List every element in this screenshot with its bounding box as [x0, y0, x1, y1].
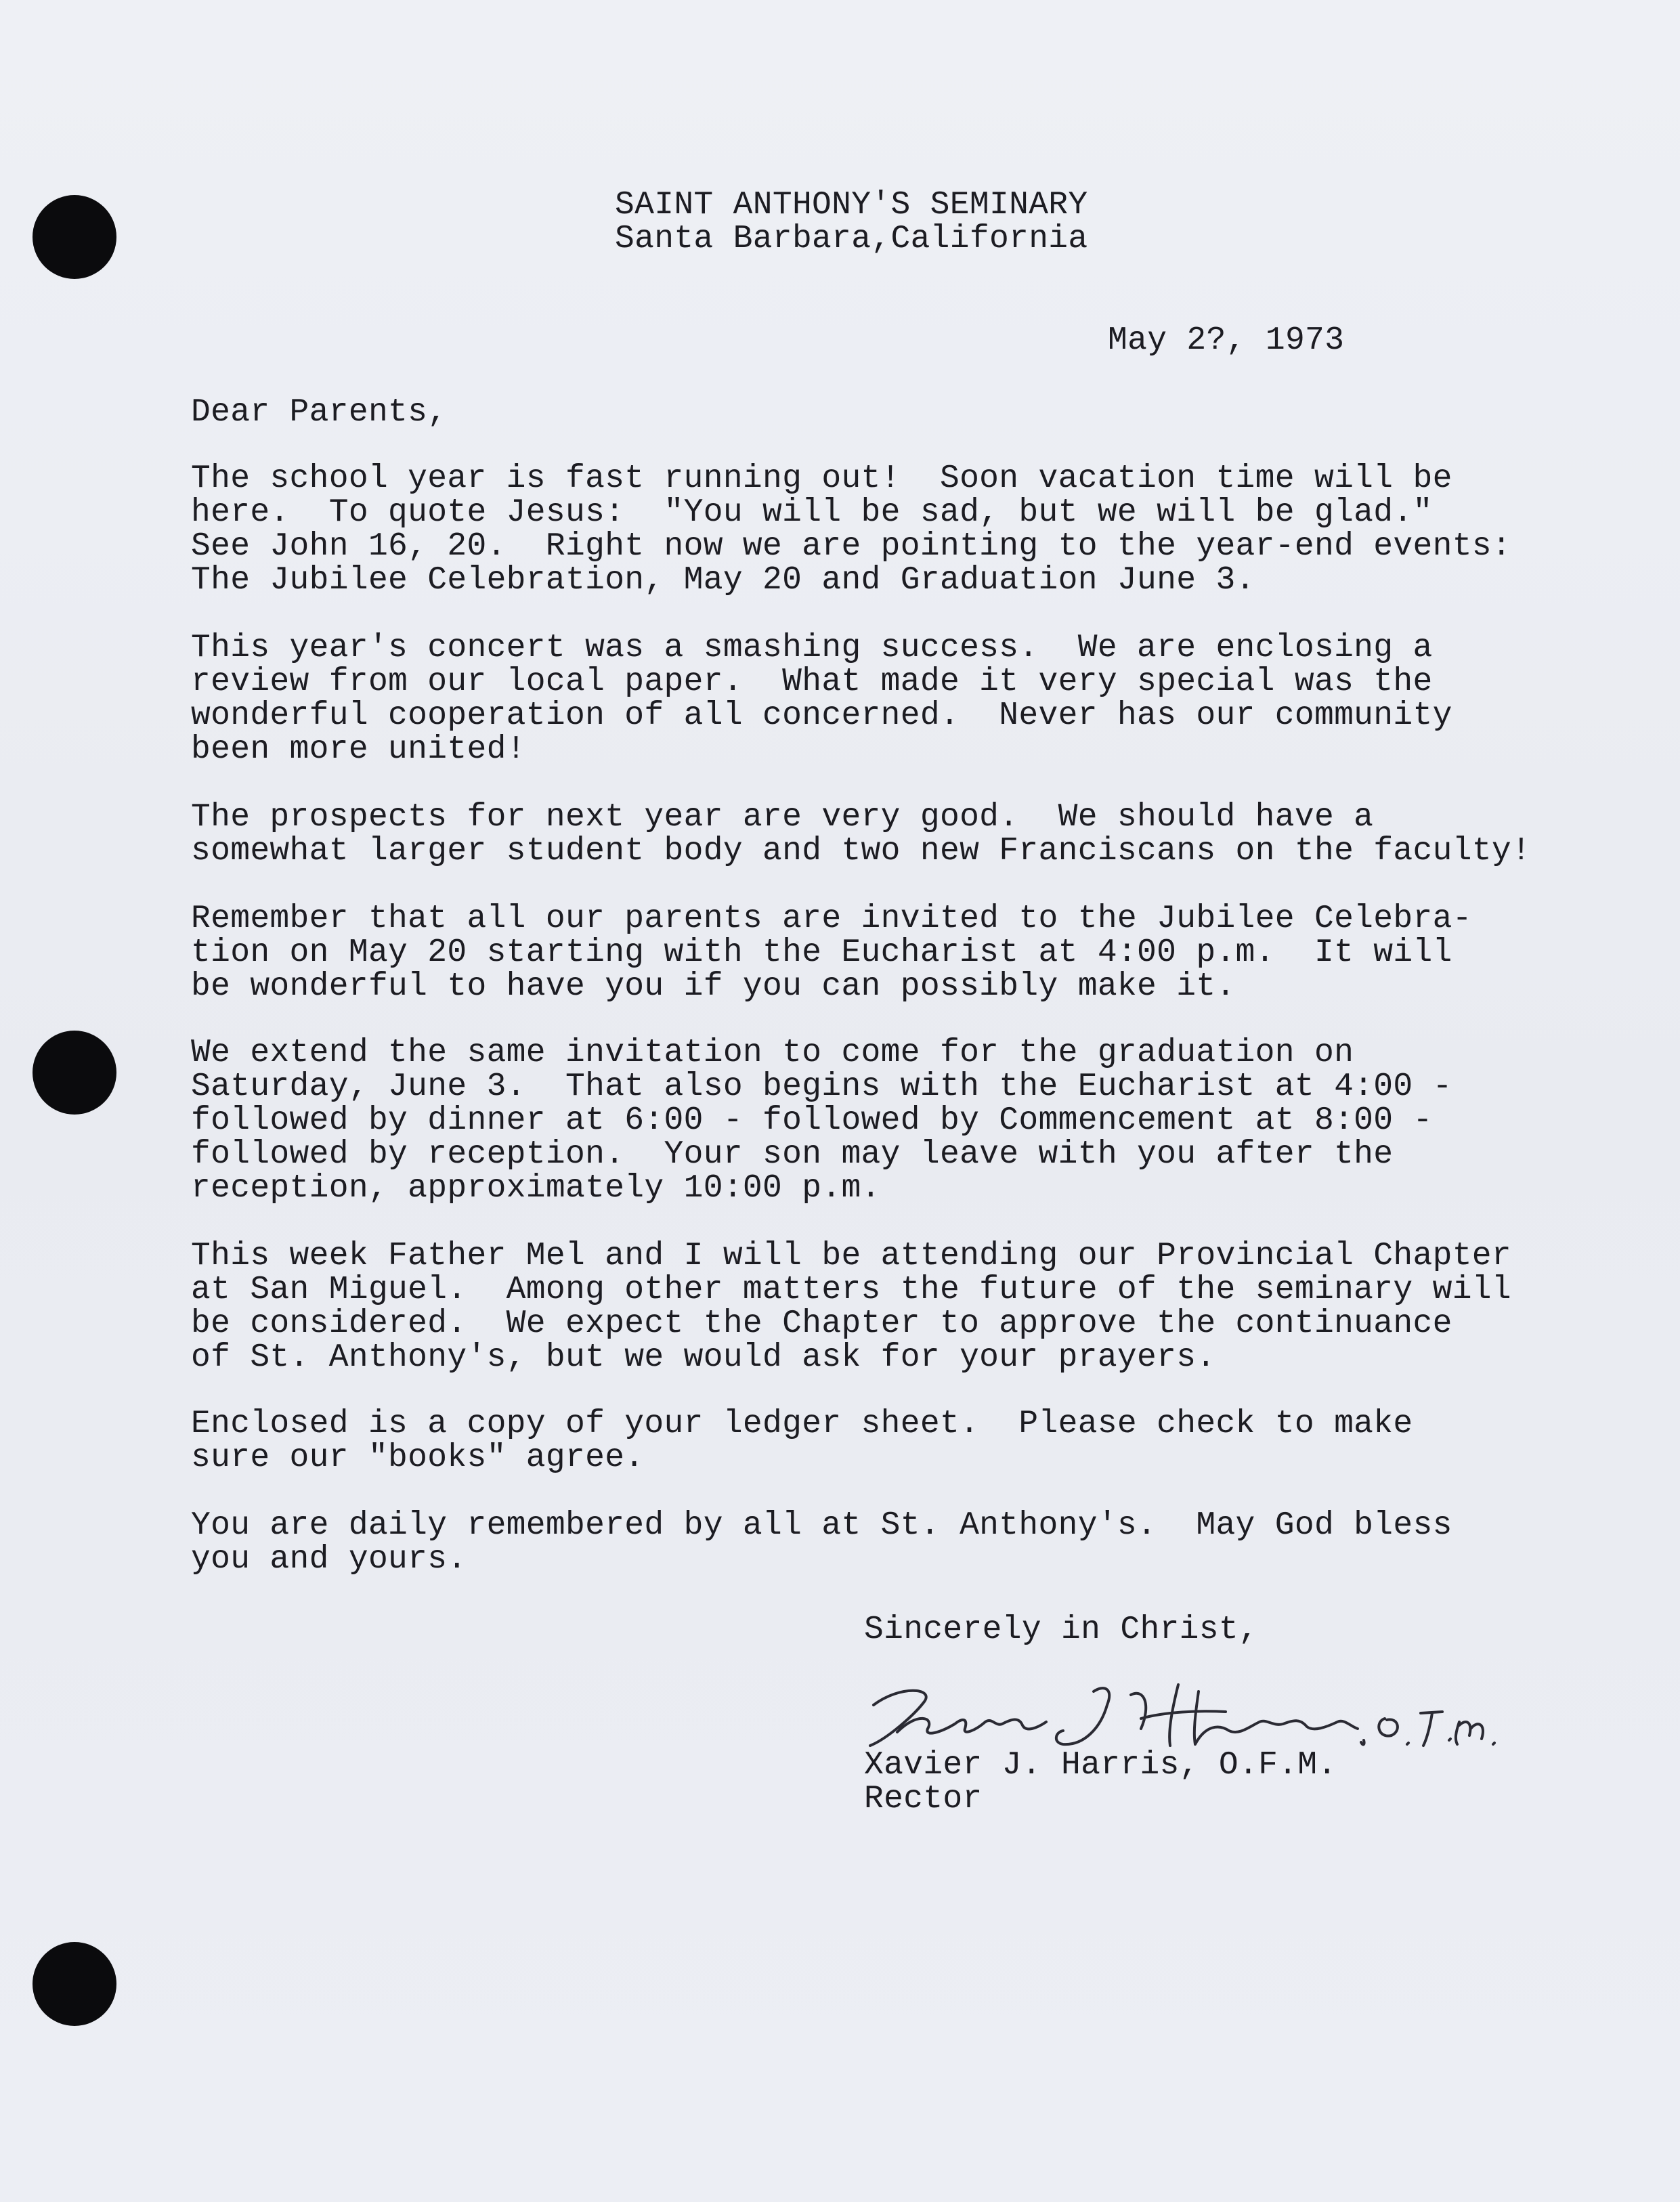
paragraph-blessing: You are daily remembered by all at St. Anthony's. May God bless you and yours. — [191, 1507, 1452, 1578]
letterhead-name: SAINT ANTHONY'S SEMINARY — [615, 187, 1088, 223]
letterhead — [615, 188, 1088, 256]
punch-hole-middle — [33, 1031, 116, 1115]
salutation: Dear Parents, — [191, 394, 448, 431]
signer-name: Xavier J. Harris, O.F.M. — [864, 1747, 1337, 1784]
closing: Sincerely in Christ, — [864, 1612, 1259, 1648]
paragraph-jubilee: Remember that all our parents are invited to the Jubilee Celebra- tion on May 20 starting with the Eucharist at 4:00 p.m. It will be wonderful to have you if you can possibly make it. — [191, 901, 1472, 1005]
paragraph-prospects: The prospects for next year are very good. We should have a somewhat larger student body and two new Franciscans on the faculty! — [191, 799, 1532, 869]
signer-title: Rector — [864, 1781, 983, 1817]
punch-hole-top — [33, 195, 116, 279]
letterhead-location: Santa Barbara,California — [615, 221, 1088, 257]
punch-hole-bottom — [33, 1942, 116, 2026]
paragraph-school-year: The school year is fast running out! Soon vacation time will be here. To quote Jesus: "You will be sad, but we will be glad." See John 16, 20. Right now we are pointing to the year-end events: The Jubilee Celebration, May 20 and Graduation June 3. — [191, 460, 1512, 599]
paragraph-graduation: We extend the same invitation to come for the graduation on Saturday, June 3. That also begins with the Eucharist at 4:00 - followed by dinner at 6:00 - followed by Commencement at 8:00 - followed by reception. Your son may leave with you after the reception, approximately 10:00 p.m. — [191, 1035, 1452, 1207]
paragraph-chapter: This week Father Mel and I will be attending our Provincial Chapter at San Miguel. Among other matters the future of the seminary will be considered. We expect the Chapter to approve the continuance of St. Anthony's, but we would ask for your prayers. — [191, 1238, 1512, 1376]
paragraph-ledger: Enclosed is a copy of your ledger sheet. Please check to make sure our "books" agree. — [191, 1406, 1413, 1476]
letter-date: May 2?, 1973 — [1108, 322, 1345, 359]
paragraph-concert: This year's concert was a smashing success. We are enclosing a review from our local paper. What made it very special was the wonderful cooperation of all concerned. Never has our community been more united! — [191, 630, 1452, 768]
